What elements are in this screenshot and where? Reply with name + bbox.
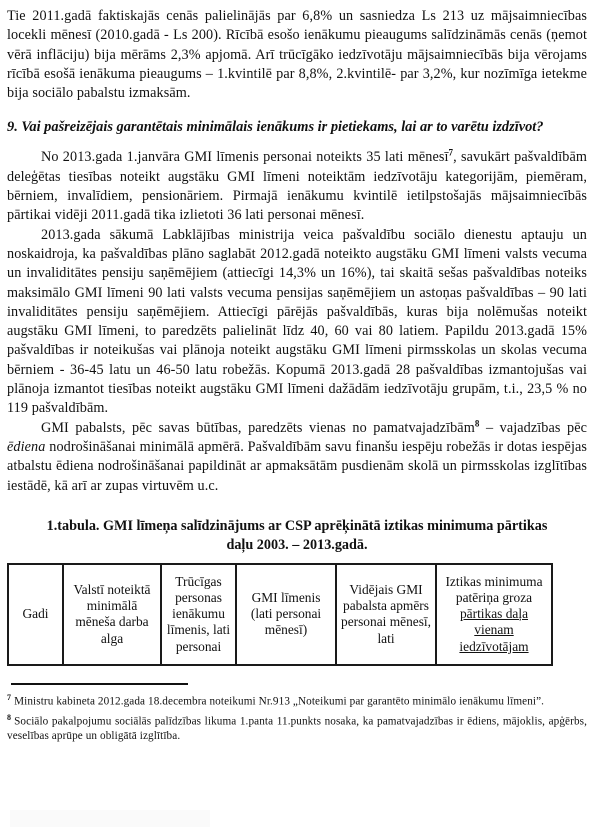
paragraph-text: , savukārt pašvaldībām deleģētas tiesības noteikt augstāku GMI līmeni noteiktām iedzīvotāju kategorijām, piemēram, bērniem, invalīdiem, pensionāriem. Pirmajā ienākumu kvintilē ietilpstošajās mājsaimniecībās pārtikai vidēji 2011.gadā tika izlietoti 36 lati personai mēnesī. [7,149,587,224]
footnote-text: Sociālo pakalpojumu sociālās palīdzības likuma 1.panta 11.punkts nosaka, ka pamatvajadzības ir ēdiens, mājoklis, apģērbs, veselības aprūpe un obligātā izglītība. [7,715,587,743]
paragraph-text: GMI pabalsts, pēc savas būtības, paredzēts vienas no pamatvajadzībām [41,419,475,436]
table-caption: 1.tabula. GMI līmeņa salīdzinājums ar CSP aprēķinātā iztikas minimuma pārtikas daļu 2003. – 2013.gadā. [46,517,548,553]
italic-word-ediena: ēdiena [7,438,46,455]
table-header-iztikas-minimums [436,564,552,665]
intro-paragraph: Tie 2011.gadā faktiskajās cenās palielinājās par 6,8% un sasniedza Ls 213 uz mājsaimniecības locekli mēnesī (2010.gadā - Ls 200). Rīcībā esošo ienākumu pieaugums salīdzināmās cenās (ņemot vērā inflāciju) bija mērāms 2,3% apjomā. Arī trūcīgāko iedzīvotāju mājsaimniecībās bija vērojams rīcībā esošā ienākuma pieaugums – 1.kvintilē par 8,8%, 2.kvintilē- par 3,2%, kur nozīmīga ietekme bija sociālo pabalstu izmaksām. [7,8,587,102]
header-underlined-text: pārtikas daļa vienam iedzīvotājam [459,606,529,654]
table-header-trucigas-personas: Trūcīgas personas ienākumu līmenis, lati personai [161,564,236,665]
paragraph-survey: 2013.gada sākumā Labklājības ministrija veica pašvaldību sociālo dienestu aptauju un noskaidroja, ka pašvaldības plāno saglabāt 2012.gadā noteikto augstāku GMI līmeni valsts vecuma un invaliditātes pensiju saņēmējiem (attiecīgi 14,3% un 16%), tai skaitā sešas pašvaldības noteiks maksimālo GMI līmeni 90 lati valsts vecuma pensijas saņēmējiem un astoņas pašvaldības – 90 lati invaliditātes pensiju saņēmējiem. Attiecīgi pārējās pašvaldībās, kuras bija nolēmušas noteikt augstāku GMI līmeni, to paredzēts palielināt līdz 40, 60 vai 80 latiem. Papildu 2013.gadā 15% pašvaldības ir noteikušas vai plānoja noteikt augstāku GMI līmeni pirmsskolas un skolas vecuma bērniem - 36-45 latu un 46-50 latu robežās. Kopumā 2013.gadā 28 pašvaldības izmantojušas vai plānoja izmantot tiesības noteikt augstāku GMI līmeni dažādām iedzīvotāju grupām, t.i., 23,5 % no 119 pašvaldībām. [7,226,587,417]
footnote-marker-8: 8 [7,712,12,722]
footnote-text: Ministru kabineta 2012.gada 18.decembra noteikumi Nr.913 „Noteikumi par garantēto minimālo ienākumu līmeni”. [14,695,545,708]
footnote-ref-7: 7 [448,147,454,158]
table-header-row [8,564,552,665]
scan-artifact [10,810,210,827]
paragraph-text: – vajadzības pēc [479,419,588,436]
table-header-gadi: Gadi [8,564,63,665]
table-header-videjais-pabalsts: Vidējais GMI pabalsta apmērs personai mēnesī, lati [336,564,436,665]
paragraph-text: No 2013.gada 1.janvāra GMI līmenis personai noteikts 35 lati mēnesī [41,149,449,166]
paragraph-text: nodrošināšanai minimālā apmērā. Pašvaldībām savu finanšu iespēju robežās ir dotas iespējas atbalstu ēdiena nodrošināšanai papildināt ar apmaksātām pusdienām skolā un pirmsskolas izglītības iestādē, kā arī ar zupas virtuvēm u.c. [7,438,587,494]
footnote-marker-7: 7 [7,692,12,702]
table-header-gmi-limenis: GMI līmenis (lati personai mēnesī) [236,564,336,665]
footnote-8 [7,710,587,745]
footnote-ref-8: 8 [474,417,480,428]
section-heading: 9. Vai pašreizējais garantētais minimālais ienākums ir pietiekams, lai ar to varētu izdzīvot? [7,119,544,136]
paragraph-gmi-level [7,148,587,225]
paragraph-benefit [7,419,587,496]
header-text: Iztikas minimuma patēriņa groza [445,573,543,606]
table-header-min-alga: Valstī noteiktā minimālā mēneša darba alga [63,564,161,665]
gmi-comparison-table [7,563,553,666]
footnote-separator [11,683,188,685]
footnote-7 [7,690,587,710]
